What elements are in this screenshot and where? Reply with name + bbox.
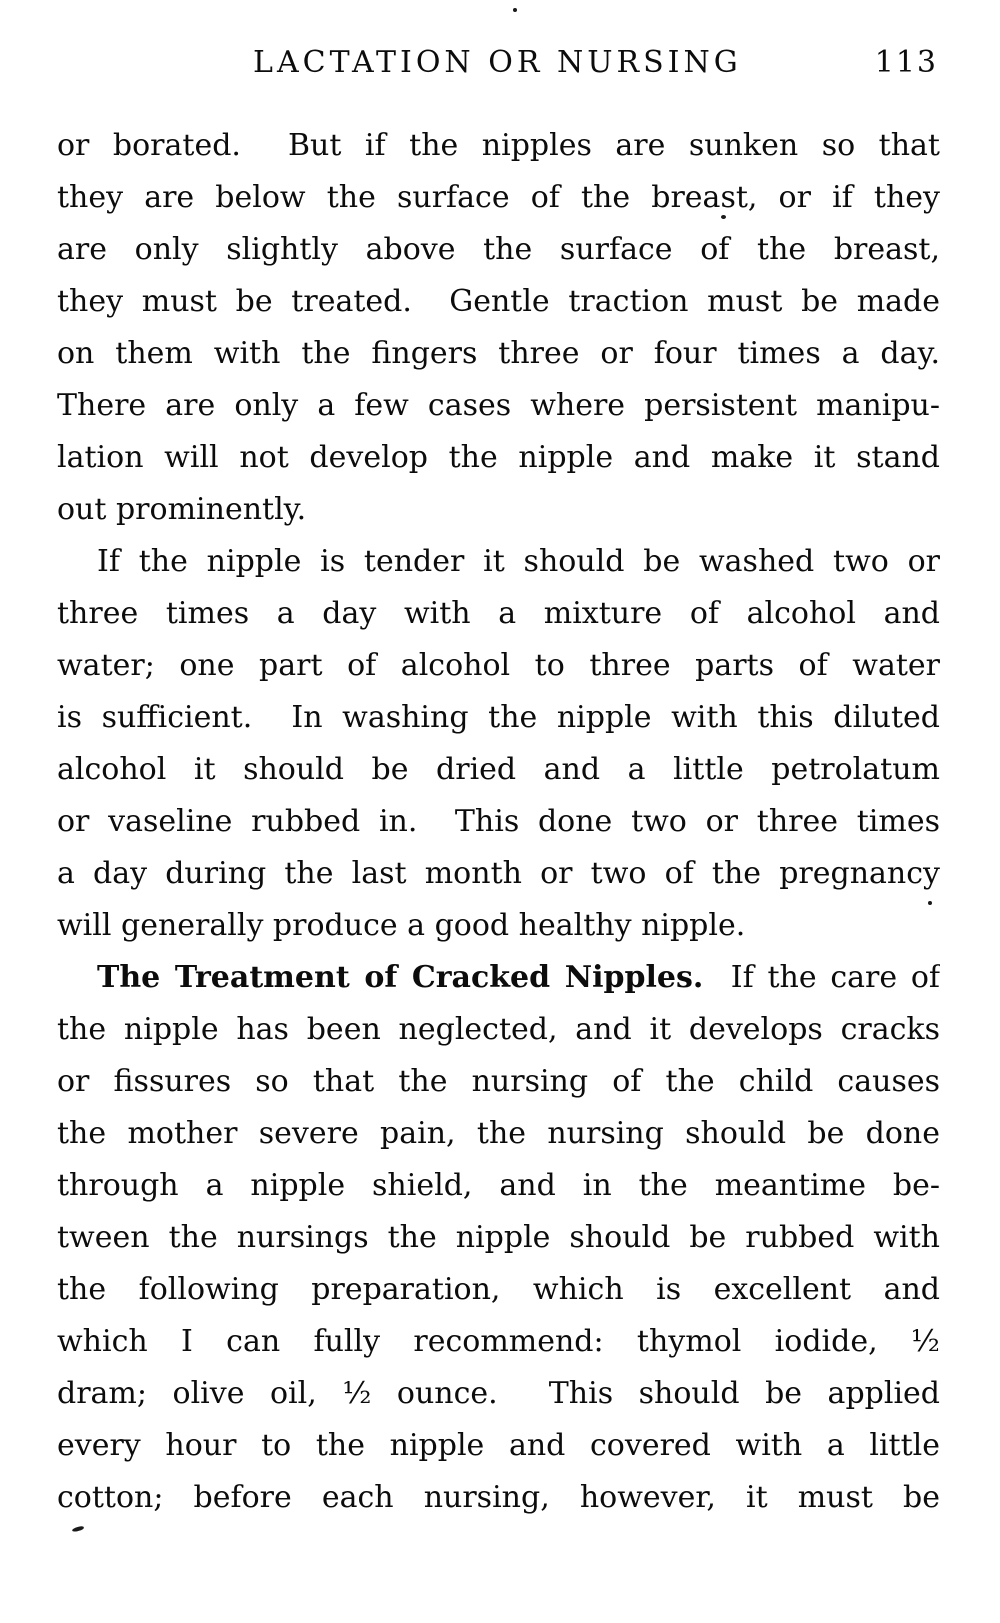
- text-line: the mother severe pain, the nursing should be done: [57, 1116, 940, 1151]
- text-line: alcohol it should be dried and a little petrolatum: [57, 752, 940, 787]
- section-heading-inline: The Treatment of Cracked Nipples.: [97, 960, 704, 995]
- text-line: There are only a few cases where persistent manipu-: [57, 388, 940, 423]
- text-line: or fissures so that the nursing of the child causes: [57, 1064, 940, 1099]
- page-body: [0, 120, 1000, 1524]
- text-line: they are below the surface of the breast, or if they: [57, 180, 940, 215]
- text-line: on them with the fingers three or four times a day.: [57, 336, 940, 371]
- text-line: is sufficient. In washing the nipple with this diluted: [57, 700, 940, 735]
- text-line: will generally produce a good healthy nipple.: [57, 908, 746, 943]
- paragraph: [57, 536, 940, 952]
- scan-speck: [928, 901, 932, 905]
- text-line: the following preparation, which is excellent and: [57, 1272, 940, 1307]
- scan-speck: [72, 1526, 85, 1533]
- scan-speck: [513, 8, 517, 12]
- text-line: cotton; before each nursing, however, it must be: [57, 1480, 940, 1515]
- scan-speck: [721, 215, 726, 219]
- text-line: the nipple has been neglected, and it develops cracks: [57, 1012, 940, 1047]
- text-line: which I can fully recommend: thymol iodide, ½: [57, 1324, 940, 1359]
- page-title: LACTATION OR NURSING: [253, 45, 742, 80]
- text-line: lation will not develop the nipple and make it stand: [57, 440, 940, 475]
- text-line: three times a day with a mixture of alcohol and: [57, 596, 940, 631]
- text-line: out prominently.: [57, 492, 307, 527]
- paragraph: [57, 952, 940, 1524]
- text-line: dram; olive oil, ½ ounce. This should be applied: [57, 1376, 940, 1411]
- running-head: [0, 0, 1000, 80]
- text-line: water; one part of alcohol to three parts of water: [57, 648, 940, 683]
- text-line: If the nipple is tender it should be washed two or: [97, 544, 940, 579]
- paragraph: [57, 120, 940, 536]
- text-line: every hour to the nipple and covered with a little: [57, 1428, 940, 1463]
- text-line: through a nipple shield, and in the meantime be-: [57, 1168, 940, 1203]
- page-number: 113: [874, 45, 938, 80]
- text-line: The Treatment of Cracked Nipples. If the care of: [97, 960, 940, 995]
- text-line: or vaseline rubbed in. This done two or three times: [57, 804, 940, 839]
- text-line: or borated. But if the nipples are sunken so that: [57, 128, 940, 163]
- text-line: a day during the last month or two of the pregnancy: [57, 856, 940, 891]
- text-line: tween the nursings the nipple should be rubbed with: [57, 1220, 940, 1255]
- text-line: are only slightly above the surface of the breast,: [57, 232, 940, 267]
- text-line: they must be treated. Gentle traction must be made: [57, 284, 940, 319]
